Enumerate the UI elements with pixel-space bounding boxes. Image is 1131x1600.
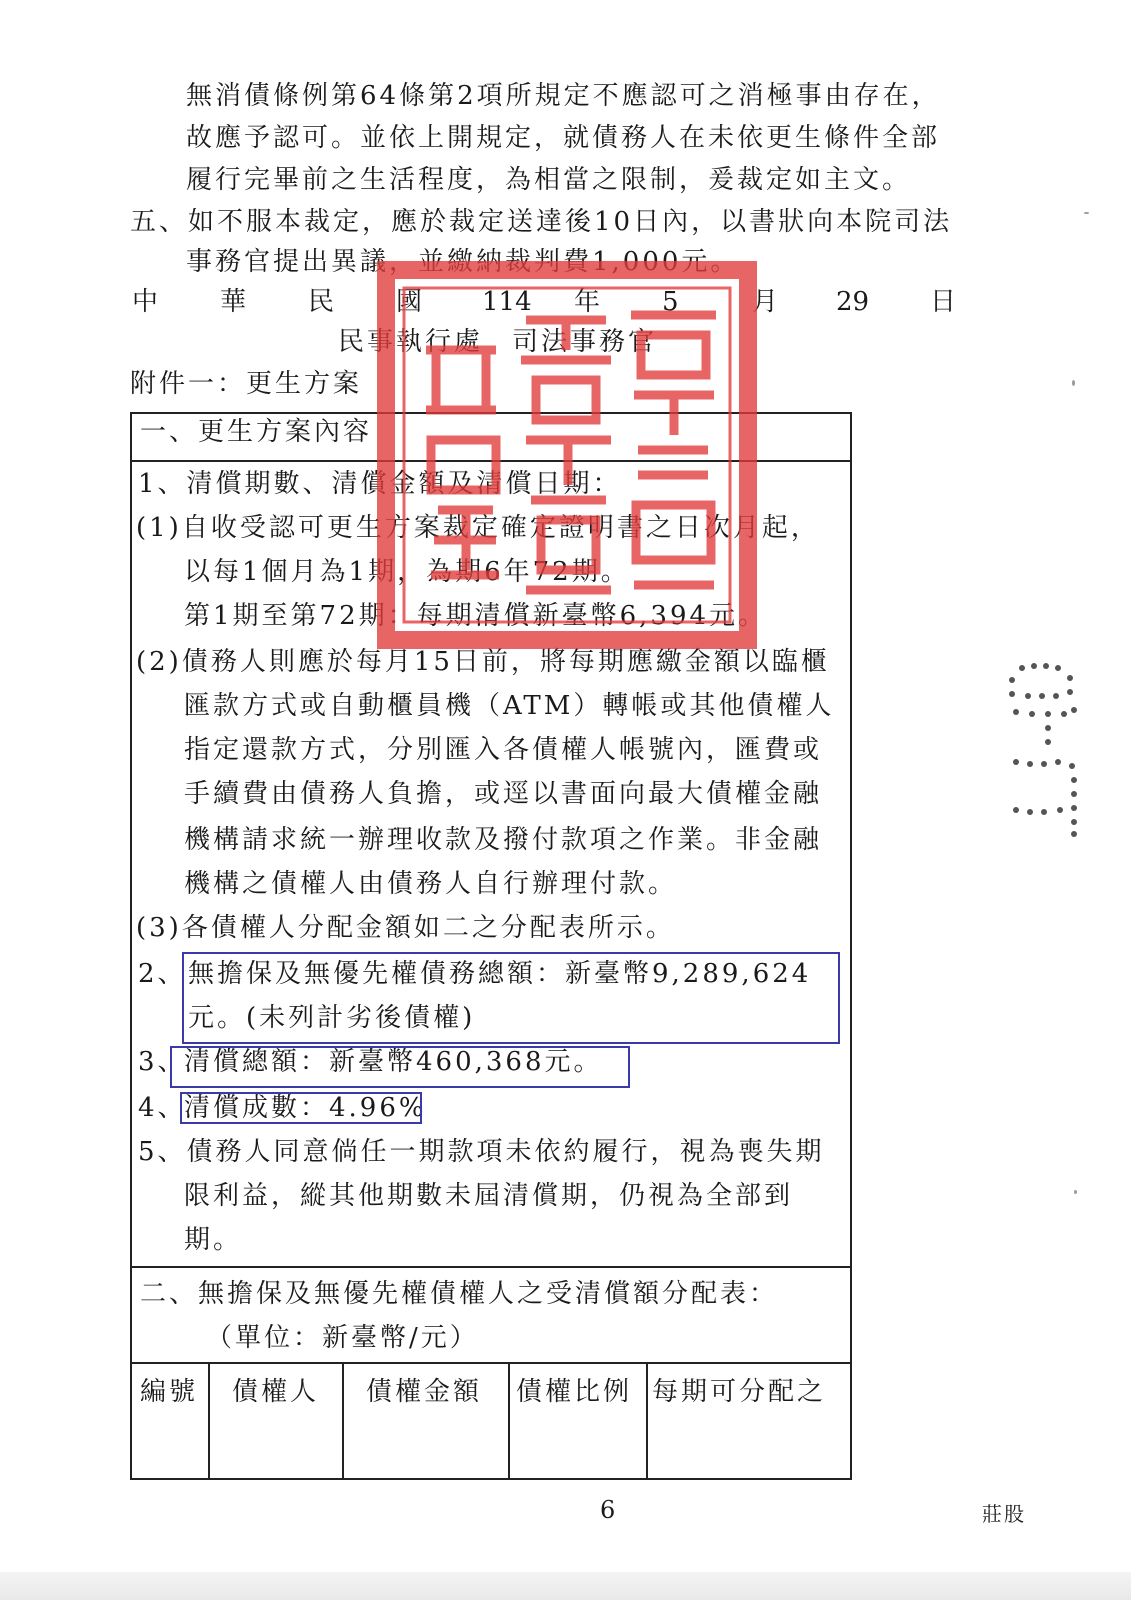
date-char: 中: [132, 287, 159, 317]
date-char: 民: [308, 287, 335, 317]
body-line-2: 故應予認可。並依上開規定，就債務人在未依更生條件全部: [186, 123, 941, 153]
item-5-line: 5、債務人同意倘任一期款項未依約履行，視為喪失期: [138, 1137, 825, 1167]
item-2-line-2: 元。(未列計劣後債權): [188, 1003, 476, 1033]
attachment-title: 附件一：更生方案: [130, 369, 363, 399]
plan-line: 1、清償期數、清償金額及清償日期：: [138, 469, 622, 499]
scan-speck: [1072, 380, 1075, 386]
item-3-number: 3、: [138, 1047, 187, 1077]
body-line-1: 無消債條例第64條第2項所規定不應認可之消極事由存在，: [186, 81, 941, 111]
item-5-line: 限利益，縱其他期數未屆清償期，仍視為全部到: [184, 1181, 794, 1211]
header-creditor: 債權人: [232, 1377, 320, 1407]
page-number: 6: [600, 1496, 616, 1524]
section-2-line-1: 二、無擔保及無優先權債權人之受清償額分配表：: [140, 1279, 779, 1309]
body-line-4: 五、如不服本裁定，應於裁定送達後10日內，以書狀向本院司法: [130, 207, 953, 237]
binding-hole-dots-icon: [1008, 662, 1080, 842]
scan-speck: [1074, 1190, 1077, 1194]
plan-line: 匯款方式或自動櫃員機（ATM）轉帳或其他債權人: [184, 691, 835, 721]
section-1-header: 一、更生方案內容: [140, 417, 373, 447]
date-char: 華: [220, 287, 247, 317]
column-divider: [646, 1362, 648, 1480]
date-year: 114: [482, 287, 532, 317]
date-char: 月: [752, 287, 779, 317]
item-4-text: 清償成數：4.96%: [184, 1093, 427, 1123]
highlight-box-repayment-ratio: [180, 1092, 422, 1124]
plan-line: 指定還款方式，分別匯入各債權人帳號內，匯費或: [184, 735, 823, 765]
header-per-period: 每期可分配之: [652, 1377, 827, 1407]
plan-line: (2)債務人則應於每月15日前，將每期應繳金額以臨櫃: [136, 647, 830, 677]
court-seal-icon: [376, 260, 758, 650]
item-2-line-1: 無擔保及無優先權債務總額：新臺幣9,289,624: [188, 959, 812, 989]
column-divider: [508, 1362, 510, 1480]
plan-line: 手續費由債務人負擔，或逕以書面向最大債權金融: [184, 779, 823, 809]
plan-line: (3)各債權人分配金額如二之分配表所示。: [136, 913, 675, 943]
item-5-line: 期。: [184, 1225, 243, 1255]
plan-line: 機構請求統一辦理收款及撥付款項之作業。非金融: [184, 825, 823, 855]
row-divider: [132, 1266, 850, 1268]
item-4-number: 4、: [138, 1093, 187, 1123]
header-claim-amount: 債權金額: [366, 1377, 483, 1407]
plan-line: 第1期至第72期：每期清償新臺幣6,394元。: [184, 601, 768, 631]
date-char: 國: [396, 287, 423, 317]
signature-line: 民事執行處 司法事務官: [338, 327, 658, 357]
date-day: 29: [836, 287, 870, 317]
date-char: 年: [574, 287, 601, 317]
item-2-number: 2、: [138, 959, 187, 989]
plan-line: 機構之債權人由債務人自行辦理付款。: [184, 869, 678, 899]
header-claim-ratio: 債權比例: [516, 1377, 633, 1407]
body-line-3: 履行完畢前之生活程度，為相當之限制，爰裁定如主文。: [186, 165, 912, 195]
row-divider: [132, 1362, 850, 1364]
item-3-text: 清償總額：新臺幣460,368元。: [184, 1047, 603, 1077]
header-number: 編號: [140, 1377, 199, 1407]
column-divider: [208, 1362, 210, 1480]
column-divider: [342, 1362, 344, 1480]
section-2-line-2: （單位：新臺幣/元）: [206, 1323, 479, 1353]
highlight-box-debt-total: [182, 952, 840, 1044]
date-char: 日: [930, 287, 957, 317]
scan-bottom-edge: [0, 1572, 1131, 1600]
clerk-division: 莊股: [982, 1502, 1026, 1526]
plan-line: 以每1個月為1期，為期6年72期。: [184, 557, 630, 587]
scan-speck: [1084, 212, 1089, 214]
body-line-5: 事務官提出異議，並繳納裁判費1,000元。: [186, 247, 740, 277]
plan-line: (1)自收受認可更生方案裁定確定證明書之日次月起，: [136, 513, 820, 543]
date-month: 5: [662, 287, 679, 317]
highlight-box-repayment-total: [170, 1046, 630, 1088]
